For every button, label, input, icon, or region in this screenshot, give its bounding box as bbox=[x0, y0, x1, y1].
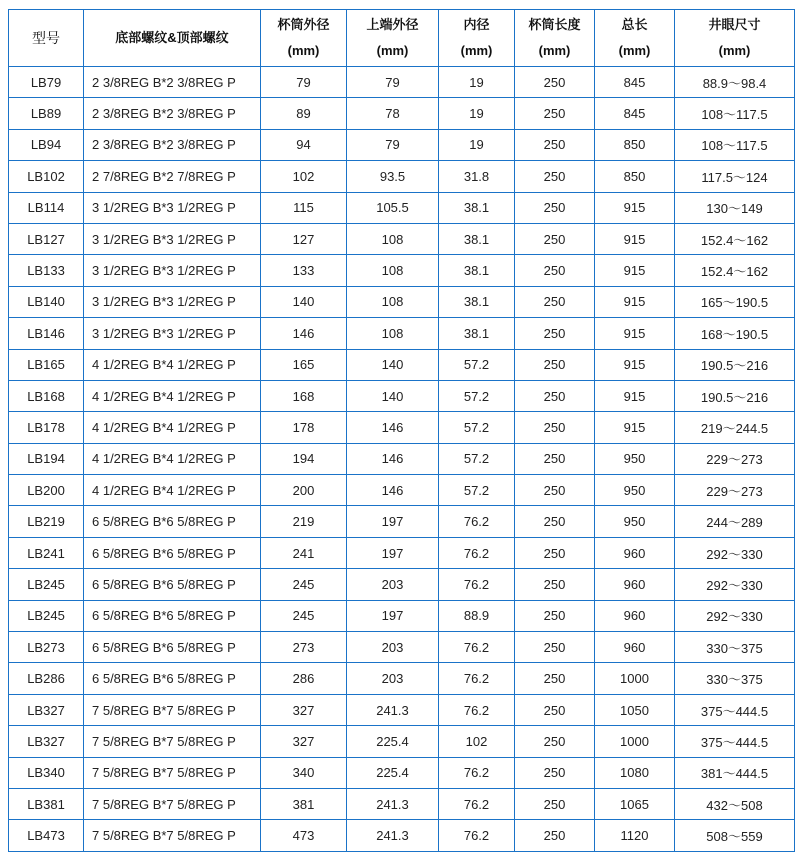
header-hole-size bbox=[675, 10, 795, 67]
cell-top-od: 108 bbox=[347, 286, 439, 317]
cell-cup-length: 250 bbox=[515, 443, 595, 474]
cell-total-length: 950 bbox=[595, 506, 675, 537]
cell-top-od: 197 bbox=[347, 600, 439, 631]
cell-thread: 6 5/8REG B*6 5/8REG P bbox=[84, 569, 261, 600]
table-row bbox=[9, 380, 795, 411]
cell-cup-od: 178 bbox=[261, 412, 347, 443]
cell-cup-length: 250 bbox=[515, 475, 595, 506]
cell-top-od: 108 bbox=[347, 223, 439, 254]
cell-cup-length: 250 bbox=[515, 506, 595, 537]
table-row bbox=[9, 506, 795, 537]
cell-total-length: 1000 bbox=[595, 726, 675, 757]
cell-model: LB114 bbox=[9, 192, 84, 223]
cell-cup-od: 133 bbox=[261, 255, 347, 286]
cell-model: LB381 bbox=[9, 788, 84, 819]
cell-thread: 7 5/8REG B*7 5/8REG P bbox=[84, 757, 261, 788]
cell-hole-size: 108～117.5 bbox=[675, 129, 795, 160]
cell-id: 57.2 bbox=[439, 349, 515, 380]
cell-model: LB102 bbox=[9, 161, 84, 192]
header-cup-length bbox=[515, 10, 595, 67]
table-row bbox=[9, 757, 795, 788]
cell-cup-length: 250 bbox=[515, 757, 595, 788]
header-total-length-unit: (mm) bbox=[618, 43, 651, 58]
cell-top-od: 79 bbox=[347, 67, 439, 98]
cell-model: LB473 bbox=[9, 820, 84, 851]
table-row bbox=[9, 537, 795, 568]
cell-total-length: 845 bbox=[595, 98, 675, 129]
header-cup-length-label: 杯筒长度 bbox=[528, 17, 581, 32]
cell-thread: 2 3/8REG B*2 3/8REG P bbox=[84, 67, 261, 98]
cell-hole-size: 375～444.5 bbox=[675, 694, 795, 725]
cell-total-length: 850 bbox=[595, 129, 675, 160]
cell-thread: 6 5/8REG B*6 5/8REG P bbox=[84, 663, 261, 694]
cell-model: LB273 bbox=[9, 632, 84, 663]
table-row bbox=[9, 443, 795, 474]
cell-cup-od: 168 bbox=[261, 380, 347, 411]
cell-thread: 3 1/2REG B*3 1/2REG P bbox=[84, 286, 261, 317]
cell-thread: 4 1/2REG B*4 1/2REG P bbox=[84, 443, 261, 474]
cell-model: LB327 bbox=[9, 694, 84, 725]
cell-hole-size: 108～117.5 bbox=[675, 98, 795, 129]
cell-model: LB89 bbox=[9, 98, 84, 129]
cell-id: 57.2 bbox=[439, 412, 515, 443]
cell-cup-od: 219 bbox=[261, 506, 347, 537]
cell-model: LB241 bbox=[9, 537, 84, 568]
table-row bbox=[9, 788, 795, 819]
table-row bbox=[9, 192, 795, 223]
cell-model: LB245 bbox=[9, 569, 84, 600]
table-row bbox=[9, 98, 795, 129]
cell-top-od: 146 bbox=[347, 443, 439, 474]
cell-cup-length: 250 bbox=[515, 820, 595, 851]
table-row bbox=[9, 161, 795, 192]
cell-model: LB168 bbox=[9, 380, 84, 411]
table-row bbox=[9, 694, 795, 725]
cell-cup-od: 327 bbox=[261, 694, 347, 725]
cell-thread: 6 5/8REG B*6 5/8REG P bbox=[84, 600, 261, 631]
cell-cup-length: 250 bbox=[515, 129, 595, 160]
cell-top-od: 225.4 bbox=[347, 757, 439, 788]
cell-hole-size: 375～444.5 bbox=[675, 726, 795, 757]
cell-cup-od: 327 bbox=[261, 726, 347, 757]
table-row bbox=[9, 726, 795, 757]
cell-total-length: 950 bbox=[595, 475, 675, 506]
cell-hole-size: 219～244.5 bbox=[675, 412, 795, 443]
cell-id: 38.1 bbox=[439, 223, 515, 254]
header-id-label: 内径 bbox=[463, 17, 490, 32]
cell-total-length: 915 bbox=[595, 286, 675, 317]
cell-hole-size: 330～375 bbox=[675, 632, 795, 663]
cell-id: 76.2 bbox=[439, 537, 515, 568]
cell-id: 76.2 bbox=[439, 569, 515, 600]
cell-top-od: 78 bbox=[347, 98, 439, 129]
cell-total-length: 915 bbox=[595, 192, 675, 223]
cell-model: LB219 bbox=[9, 506, 84, 537]
cell-thread: 7 5/8REG B*7 5/8REG P bbox=[84, 788, 261, 819]
cell-thread: 2 3/8REG B*2 3/8REG P bbox=[84, 98, 261, 129]
cell-cup-length: 250 bbox=[515, 98, 595, 129]
cell-cup-od: 115 bbox=[261, 192, 347, 223]
cell-total-length: 915 bbox=[595, 318, 675, 349]
cell-thread: 2 7/8REG B*2 7/8REG P bbox=[84, 161, 261, 192]
cell-total-length: 960 bbox=[595, 537, 675, 568]
table-row bbox=[9, 632, 795, 663]
cell-id: 76.2 bbox=[439, 757, 515, 788]
cell-model: LB165 bbox=[9, 349, 84, 380]
table-row bbox=[9, 223, 795, 254]
cell-cup-length: 250 bbox=[515, 286, 595, 317]
cell-total-length: 960 bbox=[595, 600, 675, 631]
cell-cup-od: 165 bbox=[261, 349, 347, 380]
cell-hole-size: 229～273 bbox=[675, 475, 795, 506]
cell-total-length: 1000 bbox=[595, 663, 675, 694]
cell-total-length: 1120 bbox=[595, 820, 675, 851]
cell-id: 38.1 bbox=[439, 286, 515, 317]
cell-total-length: 1050 bbox=[595, 694, 675, 725]
cell-total-length: 915 bbox=[595, 255, 675, 286]
header-cup-length-unit: (mm) bbox=[538, 43, 571, 58]
cell-cup-od: 194 bbox=[261, 443, 347, 474]
cell-cup-od: 102 bbox=[261, 161, 347, 192]
cell-thread: 4 1/2REG B*4 1/2REG P bbox=[84, 412, 261, 443]
table-row bbox=[9, 318, 795, 349]
cell-cup-length: 250 bbox=[515, 788, 595, 819]
header-top-od-unit: (mm) bbox=[376, 43, 409, 58]
cell-top-od: 93.5 bbox=[347, 161, 439, 192]
table-row bbox=[9, 286, 795, 317]
cell-top-od: 203 bbox=[347, 632, 439, 663]
cell-model: LB245 bbox=[9, 600, 84, 631]
table-row bbox=[9, 569, 795, 600]
cell-model: LB79 bbox=[9, 67, 84, 98]
cell-cup-od: 146 bbox=[261, 318, 347, 349]
cell-top-od: 79 bbox=[347, 129, 439, 160]
cell-cup-od: 273 bbox=[261, 632, 347, 663]
cell-total-length: 850 bbox=[595, 161, 675, 192]
cell-model: LB194 bbox=[9, 443, 84, 474]
cell-cup-length: 250 bbox=[515, 694, 595, 725]
cell-cup-od: 79 bbox=[261, 67, 347, 98]
cell-model: LB178 bbox=[9, 412, 84, 443]
cell-cup-length: 250 bbox=[515, 663, 595, 694]
cell-top-od: 241.3 bbox=[347, 788, 439, 819]
cell-top-od: 241.3 bbox=[347, 694, 439, 725]
cell-cup-od: 340 bbox=[261, 757, 347, 788]
table-row bbox=[9, 820, 795, 851]
table-row bbox=[9, 349, 795, 380]
cell-cup-od: 473 bbox=[261, 820, 347, 851]
cell-hole-size: 88.9～98.4 bbox=[675, 67, 795, 98]
header-id bbox=[439, 10, 515, 67]
cell-model: LB94 bbox=[9, 129, 84, 160]
cell-top-od: 146 bbox=[347, 475, 439, 506]
cell-id: 76.2 bbox=[439, 632, 515, 663]
table-row bbox=[9, 255, 795, 286]
cell-cup-length: 250 bbox=[515, 67, 595, 98]
cell-total-length: 915 bbox=[595, 412, 675, 443]
cell-cup-length: 250 bbox=[515, 412, 595, 443]
cell-cup-od: 89 bbox=[261, 98, 347, 129]
cell-hole-size: 190.5～216 bbox=[675, 380, 795, 411]
cell-top-od: 197 bbox=[347, 506, 439, 537]
cell-total-length: 1065 bbox=[595, 788, 675, 819]
header-cup-od-unit: (mm) bbox=[287, 43, 320, 58]
cell-thread: 3 1/2REG B*3 1/2REG P bbox=[84, 223, 261, 254]
cell-id: 76.2 bbox=[439, 788, 515, 819]
cell-top-od: 108 bbox=[347, 255, 439, 286]
cell-hole-size: 165～190.5 bbox=[675, 286, 795, 317]
cell-id: 76.2 bbox=[439, 506, 515, 537]
cell-cup-length: 250 bbox=[515, 632, 595, 663]
header-model-label: 型号 bbox=[32, 30, 60, 46]
cell-total-length: 960 bbox=[595, 632, 675, 663]
cell-id: 19 bbox=[439, 129, 515, 160]
cell-thread: 3 1/2REG B*3 1/2REG P bbox=[84, 192, 261, 223]
cell-hole-size: 168～190.5 bbox=[675, 318, 795, 349]
cell-cup-od: 245 bbox=[261, 600, 347, 631]
cell-top-od: 105.5 bbox=[347, 192, 439, 223]
table-row bbox=[9, 67, 795, 98]
cell-top-od: 203 bbox=[347, 663, 439, 694]
cell-id: 57.2 bbox=[439, 443, 515, 474]
header-cup-od-label: 杯筒外径 bbox=[277, 17, 330, 32]
cell-thread: 7 5/8REG B*7 5/8REG P bbox=[84, 694, 261, 725]
table-row bbox=[9, 663, 795, 694]
table-row bbox=[9, 600, 795, 631]
cell-hole-size: 244～289 bbox=[675, 506, 795, 537]
cell-hole-size: 432～508 bbox=[675, 788, 795, 819]
table-row bbox=[9, 129, 795, 160]
cell-total-length: 1080 bbox=[595, 757, 675, 788]
cell-id: 76.2 bbox=[439, 663, 515, 694]
cell-cup-od: 127 bbox=[261, 223, 347, 254]
cell-total-length: 960 bbox=[595, 569, 675, 600]
cell-top-od: 241.3 bbox=[347, 820, 439, 851]
cell-total-length: 845 bbox=[595, 67, 675, 98]
header-top-od-label: 上端外径 bbox=[366, 17, 419, 32]
cell-hole-size: 508～559 bbox=[675, 820, 795, 851]
cell-cup-length: 250 bbox=[515, 537, 595, 568]
cell-total-length: 950 bbox=[595, 443, 675, 474]
cell-thread: 7 5/8REG B*7 5/8REG P bbox=[84, 820, 261, 851]
cell-id: 38.1 bbox=[439, 318, 515, 349]
cell-hole-size: 152.4～162 bbox=[675, 255, 795, 286]
header-total-length bbox=[595, 10, 675, 67]
cell-hole-size: 330～375 bbox=[675, 663, 795, 694]
cell-top-od: 197 bbox=[347, 537, 439, 568]
header-total-length-label: 总长 bbox=[621, 17, 648, 32]
cell-thread: 4 1/2REG B*4 1/2REG P bbox=[84, 475, 261, 506]
header-thread-label: 底部螺纹&顶部螺纹 bbox=[115, 30, 229, 45]
cell-hole-size: 229～273 bbox=[675, 443, 795, 474]
cell-id: 88.9 bbox=[439, 600, 515, 631]
cell-top-od: 140 bbox=[347, 349, 439, 380]
cell-cup-od: 140 bbox=[261, 286, 347, 317]
cell-cup-od: 381 bbox=[261, 788, 347, 819]
header-row bbox=[9, 10, 795, 67]
cell-thread: 6 5/8REG B*6 5/8REG P bbox=[84, 506, 261, 537]
cell-total-length: 915 bbox=[595, 380, 675, 411]
cell-id: 38.1 bbox=[439, 255, 515, 286]
cell-thread: 7 5/8REG B*7 5/8REG P bbox=[84, 726, 261, 757]
cell-cup-length: 250 bbox=[515, 569, 595, 600]
cell-top-od: 146 bbox=[347, 412, 439, 443]
table-header bbox=[9, 10, 795, 67]
cell-model: LB133 bbox=[9, 255, 84, 286]
cell-id: 102 bbox=[439, 726, 515, 757]
cell-cup-od: 241 bbox=[261, 537, 347, 568]
cell-model: LB140 bbox=[9, 286, 84, 317]
cell-cup-length: 250 bbox=[515, 192, 595, 223]
cell-model: LB340 bbox=[9, 757, 84, 788]
cell-hole-size: 130～149 bbox=[675, 192, 795, 223]
cell-hole-size: 152.4～162 bbox=[675, 223, 795, 254]
cell-cup-length: 250 bbox=[515, 318, 595, 349]
cell-cup-length: 250 bbox=[515, 600, 595, 631]
cell-cup-length: 250 bbox=[515, 255, 595, 286]
cell-cup-length: 250 bbox=[515, 726, 595, 757]
cell-thread: 4 1/2REG B*4 1/2REG P bbox=[84, 380, 261, 411]
cell-cup-length: 250 bbox=[515, 223, 595, 254]
cell-id: 31.8 bbox=[439, 161, 515, 192]
cell-model: LB286 bbox=[9, 663, 84, 694]
table-row bbox=[9, 475, 795, 506]
cell-hole-size: 381～444.5 bbox=[675, 757, 795, 788]
cell-thread: 3 1/2REG B*3 1/2REG P bbox=[84, 255, 261, 286]
header-hole-size-label: 井眼尺寸 bbox=[708, 17, 761, 32]
cell-id: 76.2 bbox=[439, 694, 515, 725]
spec-table bbox=[8, 9, 795, 852]
cell-id: 57.2 bbox=[439, 475, 515, 506]
cell-top-od: 108 bbox=[347, 318, 439, 349]
cell-model: LB127 bbox=[9, 223, 84, 254]
cell-hole-size: 117.5～124 bbox=[675, 161, 795, 192]
table-row bbox=[9, 412, 795, 443]
cell-top-od: 203 bbox=[347, 569, 439, 600]
cell-thread: 6 5/8REG B*6 5/8REG P bbox=[84, 632, 261, 663]
cell-cup-od: 245 bbox=[261, 569, 347, 600]
header-top-od bbox=[347, 10, 439, 67]
cell-top-od: 140 bbox=[347, 380, 439, 411]
header-model bbox=[9, 10, 84, 67]
cell-thread: 2 3/8REG B*2 3/8REG P bbox=[84, 129, 261, 160]
cell-id: 76.2 bbox=[439, 820, 515, 851]
cell-top-od: 225.4 bbox=[347, 726, 439, 757]
cell-model: LB146 bbox=[9, 318, 84, 349]
header-hole-size-unit: (mm) bbox=[718, 43, 751, 58]
cell-cup-od: 94 bbox=[261, 129, 347, 160]
cell-id: 38.1 bbox=[439, 192, 515, 223]
cell-id: 57.2 bbox=[439, 380, 515, 411]
cell-model: LB327 bbox=[9, 726, 84, 757]
header-cup-od bbox=[261, 10, 347, 67]
cell-total-length: 915 bbox=[595, 349, 675, 380]
cell-hole-size: 292～330 bbox=[675, 600, 795, 631]
cell-hole-size: 190.5～216 bbox=[675, 349, 795, 380]
cell-model: LB200 bbox=[9, 475, 84, 506]
cell-total-length: 915 bbox=[595, 223, 675, 254]
cell-cup-length: 250 bbox=[515, 161, 595, 192]
cell-id: 19 bbox=[439, 98, 515, 129]
cell-cup-length: 250 bbox=[515, 380, 595, 411]
cell-hole-size: 292～330 bbox=[675, 569, 795, 600]
table-body bbox=[9, 67, 795, 852]
cell-cup-od: 200 bbox=[261, 475, 347, 506]
cell-thread: 3 1/2REG B*3 1/2REG P bbox=[84, 318, 261, 349]
cell-cup-od: 286 bbox=[261, 663, 347, 694]
cell-hole-size: 292～330 bbox=[675, 537, 795, 568]
cell-cup-length: 250 bbox=[515, 349, 595, 380]
cell-thread: 4 1/2REG B*4 1/2REG P bbox=[84, 349, 261, 380]
cell-id: 19 bbox=[439, 67, 515, 98]
header-thread bbox=[84, 10, 261, 67]
header-id-unit: (mm) bbox=[460, 43, 493, 58]
cell-thread: 6 5/8REG B*6 5/8REG P bbox=[84, 537, 261, 568]
